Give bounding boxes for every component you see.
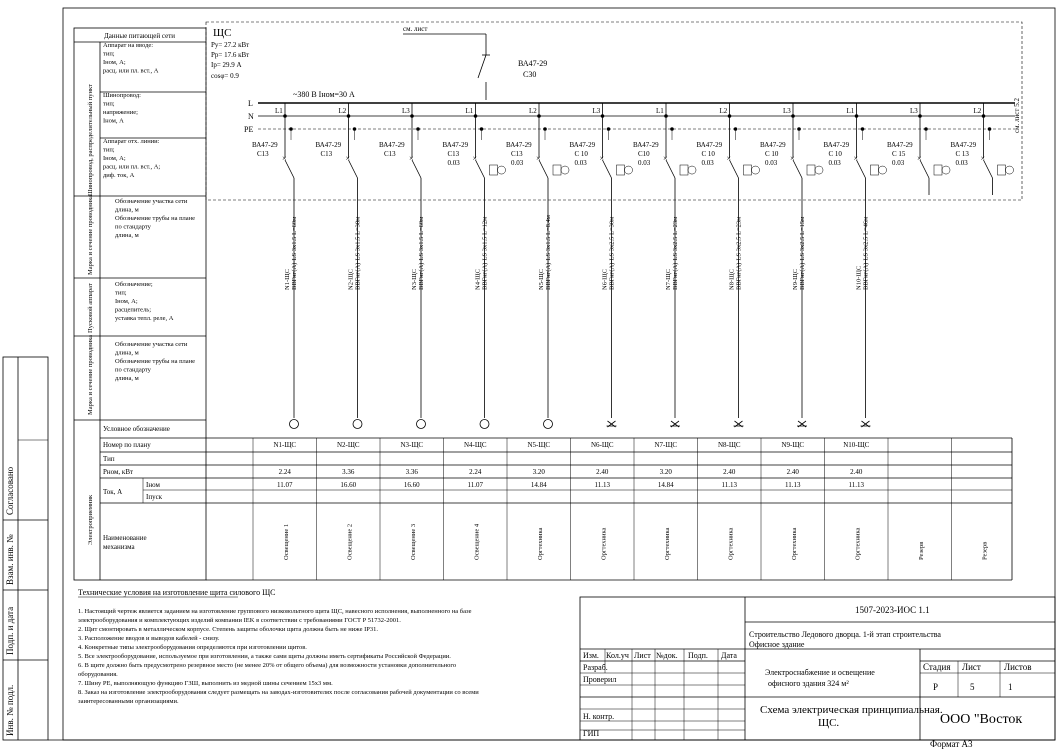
stage-value: Р bbox=[933, 682, 939, 692]
lamp-symbol bbox=[417, 420, 426, 429]
note-line: 3. Расположение вводов и выводов кабелей - снизу. bbox=[78, 635, 220, 642]
row-symbol-label: Условное обозначение bbox=[103, 425, 170, 433]
svg-text:×: × bbox=[917, 154, 922, 163]
group4-rows-text: Обозначение трубы на плане bbox=[115, 358, 196, 365]
circuit-8 bbox=[697, 103, 760, 427]
doc-code: 1507-2023-ИОС 1.1 bbox=[855, 605, 930, 615]
group2-rows-text: длина, м bbox=[115, 206, 139, 214]
phase-label: L2 bbox=[338, 107, 347, 115]
project-name: Строительство Ледового дворца. 1-й этап строительства bbox=[749, 630, 941, 639]
group4-rows-text: Обозначение участка сети bbox=[115, 341, 188, 348]
group1-row-text: тип; bbox=[103, 146, 115, 154]
group4-rows-text: длина, м bbox=[115, 375, 139, 382]
col-podp: Подп. bbox=[688, 651, 708, 660]
cable-spec: ВВГнг(А)-LS 3х2.5 L=23м bbox=[735, 216, 743, 290]
notes-title: Технические условия на изготовление щита силового ЩС bbox=[78, 588, 276, 597]
breaker-rating: С13 bbox=[447, 150, 460, 158]
lamp-symbol bbox=[544, 420, 553, 429]
breaker-type: ВА47-29 bbox=[633, 141, 659, 149]
phase-label: L3 bbox=[592, 107, 601, 115]
phase-label: L2 bbox=[719, 107, 728, 115]
cell-name: Освещение 3 bbox=[409, 523, 417, 560]
circuit-11 bbox=[887, 103, 950, 195]
breaker-rating: С 10 bbox=[574, 150, 588, 158]
cell-name: Оргтехника bbox=[663, 527, 671, 560]
cell-number: N7-ЩС bbox=[654, 441, 678, 449]
group1-row-text: расц. или пл. вст., А; bbox=[103, 163, 161, 171]
cable-spec: ВВГнг(А)-LS 3х2.5 L=23м bbox=[672, 216, 679, 290]
phase-label: L2 bbox=[973, 107, 982, 115]
cell-name: Оргтехника bbox=[600, 527, 608, 560]
breaker-type: ВА47-29 bbox=[315, 141, 342, 149]
left-table-header: Данные питающей сети bbox=[104, 32, 176, 40]
group5-label: Электроприемник bbox=[87, 494, 94, 545]
note-line: 7. Шину PE, выполняющую функцию ГЗШ, выполнить из медной шины сечением 15х3 мм. bbox=[78, 680, 333, 687]
col-izm: Изм. bbox=[583, 651, 599, 660]
cable-spec: ВВГнг(А)-LS 3х1.5 L=12м bbox=[481, 216, 489, 290]
cell-name: Резерв bbox=[917, 541, 925, 560]
left-data-table bbox=[74, 28, 1012, 580]
cell-current: 16.60 bbox=[340, 481, 357, 489]
panel-param-3: Iр= 29.9 А bbox=[211, 61, 242, 69]
section-line-1: Электроснабжение и освещение bbox=[765, 668, 875, 677]
note-line: оборудования. bbox=[78, 671, 118, 678]
bus-label: ~380 В Iном=30 А bbox=[293, 90, 355, 99]
lamp-symbol bbox=[290, 420, 299, 429]
breaker-rating: С13 bbox=[511, 150, 523, 158]
busbars bbox=[244, 98, 1021, 134]
drawing-title-1: Схема электрическая принципиальная. bbox=[760, 704, 943, 716]
group1-row-text: тип; bbox=[103, 100, 115, 108]
circuit-12 bbox=[951, 103, 1014, 195]
cell-power: 2.40 bbox=[723, 468, 736, 476]
line-designation: N4-ЩС bbox=[474, 268, 482, 290]
cell-number: N9-ЩС bbox=[781, 441, 805, 449]
cable-spec: ВВГнг(А)-LS 3х1.5 L=60м bbox=[291, 216, 298, 290]
cell-name: Освещение 4 bbox=[473, 523, 481, 560]
diff-current: 0.03 bbox=[447, 159, 460, 167]
phase-label: L1 bbox=[656, 107, 664, 115]
cell-current: 14.84 bbox=[657, 481, 674, 489]
cell-power: 3.20 bbox=[532, 468, 545, 476]
group4-rows-text: по стандарту bbox=[115, 366, 151, 374]
circuit-1 bbox=[252, 103, 299, 429]
row-type-label: Тип bbox=[103, 455, 115, 463]
phase-label: L3 bbox=[910, 107, 918, 115]
cell-name: Оргтехника bbox=[790, 527, 798, 560]
bus-N-label: N bbox=[248, 112, 254, 121]
circuit-2 bbox=[316, 103, 363, 429]
row-power-label: Рном, кВт bbox=[103, 468, 134, 476]
group1-row-text: расц. или пл. вст., А bbox=[103, 67, 159, 75]
cell-power: 3.36 bbox=[342, 468, 355, 476]
line-designation: N6-ЩС bbox=[601, 268, 609, 290]
row-name-label-2: механизма bbox=[103, 543, 135, 551]
role-gip: ГИП bbox=[583, 729, 600, 738]
cell-name: Оргтехника bbox=[536, 527, 544, 560]
side-stamp-sign: Подп. и дата bbox=[5, 606, 15, 655]
building-name: Офисное здание bbox=[749, 640, 805, 649]
cable-spec: ВВГнг(А)-LS 3х2.5 L=15м bbox=[799, 216, 806, 290]
cell-current: 11.13 bbox=[785, 481, 801, 489]
cell-name: Оргтехника bbox=[854, 527, 862, 560]
diff-current: 0.03 bbox=[892, 159, 905, 167]
circuit-7 bbox=[633, 103, 696, 427]
socket-symbol bbox=[607, 421, 617, 427]
group2-rows-text: длина, м bbox=[115, 232, 139, 239]
circuit-4 bbox=[443, 103, 506, 429]
technical-notes bbox=[78, 588, 479, 705]
line-designation: N2-ЩС bbox=[347, 268, 355, 290]
cell-number: N3-ЩС bbox=[400, 441, 424, 449]
sheets-label: Листов bbox=[1004, 662, 1032, 672]
phase-label: L3 bbox=[783, 107, 791, 115]
breaker-rating: С 10 bbox=[828, 150, 842, 158]
socket-symbol bbox=[861, 421, 871, 427]
row-current-label: Ток, А bbox=[103, 488, 123, 496]
panel-title: ЩС bbox=[213, 27, 232, 39]
cable-spec: ВВГнг(А)-LS 3х1.5 L=38м bbox=[354, 216, 362, 290]
cell-number: N1-ЩС bbox=[273, 441, 297, 449]
group2-rows-text: по стандарту bbox=[115, 223, 151, 231]
svg-text:×: × bbox=[663, 154, 668, 163]
phase-label: L1 bbox=[275, 107, 283, 115]
line-designation: N8-ЩС bbox=[728, 268, 736, 290]
lamp-symbol bbox=[353, 420, 362, 429]
svg-text:×: × bbox=[472, 154, 478, 163]
breaker-rating: С 13 bbox=[955, 150, 969, 158]
cell-power: 3.20 bbox=[659, 468, 672, 476]
panel-param-1: Ру= 27.2 кВт bbox=[211, 41, 250, 49]
breaker-rating: С 10 bbox=[701, 150, 715, 158]
side-stamp-replace: Взам. инв. № bbox=[5, 534, 15, 585]
drawing-title-2: ЩС. bbox=[818, 717, 840, 729]
group1-row-text: диф. ток, А bbox=[103, 172, 135, 179]
cell-current: 11.13 bbox=[848, 481, 864, 489]
bus-PE-label: PE bbox=[244, 125, 254, 134]
svg-text:×: × bbox=[409, 154, 414, 163]
input-ref: см. лист bbox=[403, 25, 428, 33]
breaker-rating: С 10 bbox=[765, 150, 779, 158]
role-razrab: Разраб. bbox=[583, 663, 608, 672]
breaker-type: ВА47-29 bbox=[252, 141, 278, 149]
cable-spec: ВВГнг(А)-LS 3х1.5 L=8.4м bbox=[545, 215, 552, 290]
svg-text:×: × bbox=[536, 154, 541, 163]
note-line: 1. Настоящий чертеж является заданием на изготовление группового низковольтного щита ЩС, навесного исполнения, выполненного на базе bbox=[78, 608, 472, 615]
col-data: Дата bbox=[721, 651, 737, 660]
line-designation: N9-ЩС bbox=[792, 268, 799, 290]
stage-label: Стадия bbox=[923, 662, 951, 672]
row-number-label: Номер по плану bbox=[103, 441, 151, 449]
group1-row-text: Аппарат на вводе: bbox=[103, 42, 154, 49]
cell-power: 2.40 bbox=[596, 468, 609, 476]
col-ndok: №док. bbox=[656, 651, 678, 660]
cable-spec: ВВГнг(А)-LS 3х1.5 L=60м bbox=[418, 216, 425, 290]
breaker-type: ВА47-29 bbox=[887, 141, 913, 149]
group1-row-text: Аппарат отх. линии: bbox=[103, 138, 160, 145]
note-line: 5. Все электрооборудование, используемое при изготовлении, а также сами щиты должны иметь сертификаты Российской Федерации. bbox=[78, 653, 451, 660]
circuit-3 bbox=[379, 103, 426, 429]
breaker-rating: С 15 bbox=[892, 150, 906, 158]
svg-text:×: × bbox=[980, 154, 986, 163]
cell-power: 2.24 bbox=[469, 468, 482, 476]
phase-label: L3 bbox=[402, 107, 410, 115]
diff-current: 0.03 bbox=[955, 159, 968, 167]
circuit-5 bbox=[506, 103, 569, 429]
diff-current: 0.03 bbox=[765, 159, 778, 167]
group1-row-text: Шинопровод: bbox=[103, 92, 141, 99]
line-designation: N10-ЩС bbox=[855, 265, 863, 290]
svg-text:×: × bbox=[790, 154, 795, 163]
cell-number: N4-ЩС bbox=[463, 441, 487, 449]
diff-current: 0.03 bbox=[701, 159, 714, 167]
company-name: ООО "Восток bbox=[940, 712, 1023, 727]
cell-number: N6-ЩС bbox=[590, 441, 614, 449]
bus-L-label: L bbox=[248, 99, 253, 108]
breaker-type: ВА47-29 bbox=[442, 141, 469, 149]
panel-enclosure bbox=[206, 22, 1022, 200]
group2-rows-text: Обозначение участка сети bbox=[115, 198, 188, 205]
diff-current: 0.03 bbox=[574, 159, 587, 167]
group3-rows-text: Iном, А; bbox=[115, 298, 138, 305]
circuit-9 bbox=[760, 103, 823, 427]
col-list: Лист bbox=[634, 651, 651, 660]
socket-symbol bbox=[734, 421, 744, 427]
breaker-type: ВА47-29 bbox=[950, 141, 977, 149]
breaker-type: ВА47-29 bbox=[569, 141, 596, 149]
breaker-rating: С13 bbox=[320, 150, 333, 158]
group1-row-text: Iном, А; bbox=[103, 59, 126, 66]
cell-current: 11.13 bbox=[721, 481, 737, 489]
note-line: заинтересованными организациями. bbox=[78, 698, 179, 705]
group1-row-text: тип; bbox=[103, 50, 115, 58]
note-line: электрооборудования и комплектующих изделий компании IEK в соответствии с требованиями ГОСТ Р 51732-2001. bbox=[78, 617, 401, 624]
svg-text:×: × bbox=[599, 154, 605, 163]
cell-current: 11.07 bbox=[277, 481, 293, 489]
group1-row-text: напряжение; bbox=[103, 109, 138, 116]
breaker-rating: С13 bbox=[384, 150, 396, 158]
cell-power: 2.40 bbox=[850, 468, 863, 476]
line-designation: N3-ЩС bbox=[411, 268, 418, 290]
breaker-rating: С10 bbox=[638, 150, 650, 158]
cell-number: N2-ЩС bbox=[336, 441, 360, 449]
group3-rows-text: тип; bbox=[115, 289, 127, 297]
breaker-type: ВА47-29 bbox=[506, 141, 532, 149]
cable-spec: ВВГнг(А)-LS 3х2.5 L=46м bbox=[862, 216, 870, 290]
title-block bbox=[580, 597, 1055, 749]
main-breaker-rating: С30 bbox=[523, 70, 537, 79]
breaker-type: ВА47-29 bbox=[760, 141, 786, 149]
diff-current: 0.03 bbox=[638, 159, 651, 167]
side-stamp-agreed: Согласовано bbox=[5, 466, 15, 515]
cell-power: 3.36 bbox=[405, 468, 418, 476]
sheet-label: Лист bbox=[962, 662, 981, 672]
breaker-type: ВА47-29 bbox=[823, 141, 850, 149]
cell-number: N5-ЩС bbox=[527, 441, 551, 449]
note-line: 6. В щите должно быть предусмотрено резервное место (не менее 20% от общего объема) для возможности установки дополнительного bbox=[78, 662, 457, 669]
group2-rows-text: Обозначение трубы на плане bbox=[115, 215, 196, 222]
cell-current: 11.07 bbox=[467, 481, 483, 489]
group1-label: Шинопровод, распределительный пункт bbox=[87, 84, 94, 196]
main-breaker-type: ВА47-29 bbox=[518, 59, 548, 68]
cell-name: Освещение 1 bbox=[282, 523, 290, 560]
cell-power: 2.40 bbox=[786, 468, 799, 476]
socket-symbol bbox=[670, 421, 680, 427]
svg-text:×: × bbox=[853, 154, 859, 163]
cell-name: Резерв bbox=[981, 541, 989, 560]
group4-label: Марка и сечение проводника bbox=[87, 334, 94, 415]
phase-label: L1 bbox=[465, 107, 474, 115]
group3-rows-text: Обозначение; bbox=[115, 281, 153, 288]
format-label: Формат А3 bbox=[930, 739, 973, 749]
note-line: 2. Щит смонтировать в металлическом корпусе. Степень защиты оболочки щита должна быть не ниже IP31. bbox=[78, 626, 378, 633]
circuit-10 bbox=[824, 103, 887, 427]
role-proveril: Проверил bbox=[583, 675, 617, 684]
cell-current: 11.13 bbox=[594, 481, 610, 489]
line-designation: N7-ЩС bbox=[665, 268, 672, 290]
panel-param-4: cosφ= 0.9 bbox=[211, 72, 239, 80]
socket-symbol bbox=[797, 421, 807, 427]
group3-rows-text: уставка тепл. реле, А bbox=[115, 315, 174, 322]
circuit-6 bbox=[570, 103, 633, 427]
line-designation: N5-ЩС bbox=[538, 268, 545, 290]
cell-number: N10-ЩС bbox=[843, 441, 870, 449]
cable-spec: ВВГнг(А)-LS 3х2.5 L=30м bbox=[608, 216, 616, 290]
group2-label: Марка и сечение проводника bbox=[87, 194, 94, 275]
cell-current: 14.84 bbox=[530, 481, 547, 489]
breaker-type: ВА47-29 bbox=[379, 141, 405, 149]
main-input bbox=[293, 25, 547, 100]
sheet-value: 5 bbox=[970, 682, 975, 692]
role-nkontr: Н. контр. bbox=[583, 712, 615, 721]
svg-text:×: × bbox=[345, 154, 351, 163]
phase-label: L2 bbox=[529, 107, 537, 115]
cell-name: Освещение 2 bbox=[346, 523, 354, 560]
row-ipusk-label: Iпуск bbox=[146, 493, 163, 501]
row-name-label-1: Наименование bbox=[103, 534, 147, 542]
sheets-value: 1 bbox=[1008, 682, 1013, 692]
diff-current: 0.03 bbox=[828, 159, 841, 167]
sheet-ref: см. лист 5.2 bbox=[1013, 98, 1021, 133]
breaker-rating: С13 bbox=[257, 150, 269, 158]
panel-param-2: Рр= 17.6 кВт bbox=[211, 51, 250, 59]
phase-label: L1 bbox=[846, 107, 855, 115]
side-stamp bbox=[3, 357, 48, 740]
note-line: 8. Заказ на изготовление электрооборудования следует размещать на заводах-изготовителях после согласования рабочей документации со всеми bbox=[78, 689, 479, 696]
svg-text:×: × bbox=[282, 154, 287, 163]
cell-number: N8-ЩС bbox=[717, 441, 741, 449]
group3-rows-text: расцепитель; bbox=[115, 306, 152, 314]
note-line: 4. Конкретные типы электрооборудования определяются при изготовлении щитов. bbox=[78, 644, 307, 651]
cell-name: Оргтехника bbox=[727, 527, 735, 560]
group3-label: Пусковой аппарат bbox=[87, 283, 94, 333]
line-designation: N1-ЩС bbox=[284, 268, 291, 290]
lamp-symbol bbox=[480, 420, 489, 429]
side-stamp-inv: Инв. № подл. bbox=[5, 684, 15, 736]
cell-power: 2.24 bbox=[278, 468, 291, 476]
svg-text:×: × bbox=[726, 154, 732, 163]
group1-row-text: Iном, А bbox=[103, 117, 124, 125]
group1-row-text: Iном, А; bbox=[103, 155, 126, 162]
diff-current: 0.03 bbox=[511, 159, 524, 167]
col-koluch: Кол.уч bbox=[606, 651, 629, 660]
breaker-type: ВА47-29 bbox=[696, 141, 723, 149]
group4-rows-text: длина, м bbox=[115, 349, 139, 357]
row-inom-label: Iном bbox=[146, 481, 160, 489]
section-line-2: офисного здания 324 м² bbox=[768, 679, 849, 688]
cell-current: 16.60 bbox=[403, 481, 420, 489]
